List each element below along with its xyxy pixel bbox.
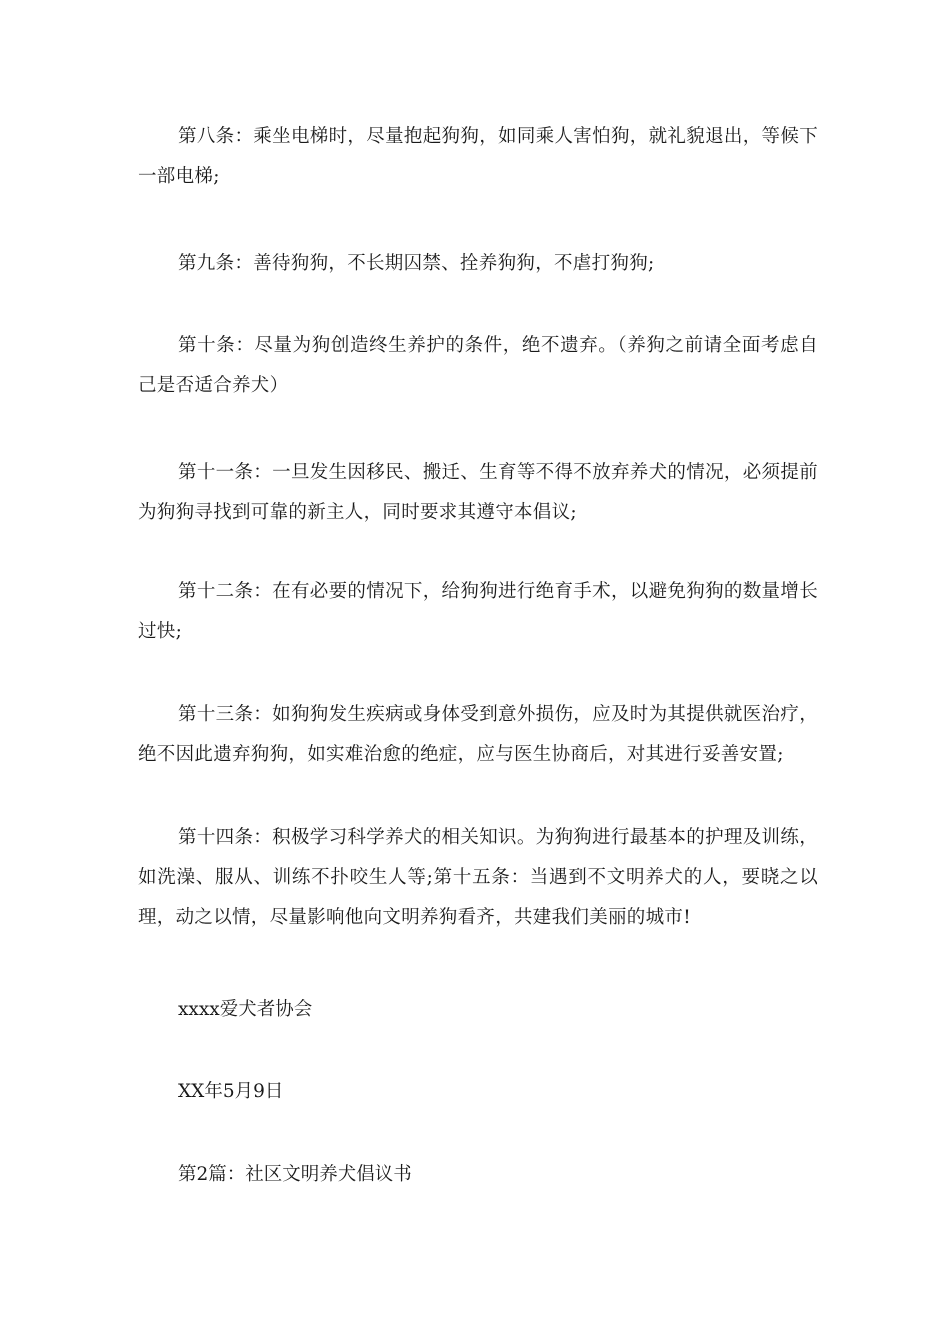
signature-date: XX年5月9日 bbox=[178, 1081, 284, 1102]
article-8-paragraph: 第八条：乘坐电梯时，尽量抱起狗狗，如同乘人害怕狗，就礼貌退出，等候下一部电梯; bbox=[138, 126, 818, 187]
article-12-paragraph: 第十二条：在有必要的情况下，给狗狗进行绝育手术，以避免狗狗的数量增长过快; bbox=[138, 581, 818, 642]
article-10-paragraph: 第十条：尽量为狗创造终生养护的条件，绝不遗弃。（养狗之前请全面考虑自己是否适合养犬） bbox=[138, 335, 818, 396]
next-section-title: 第2篇：社区文明养犬倡议书 bbox=[178, 1164, 412, 1185]
article-13-paragraph: 第十三条：如狗狗发生疾病或身体受到意外损伤，应及时为其提供就医治疗，绝不因此遗弃狗狗，如实难治愈的绝症，应与医生协商后，对其进行妥善安置; bbox=[138, 704, 818, 765]
article-14-15-paragraph: 第十四条：积极学习科学养犬的相关知识。为狗狗进行最基本的护理及训练，如洗澡、服从、训练不扑咬生人等;第十五条：当遇到不文明养犬的人，要晓之以理，动之以情，尽量影响他向文明养狗看齐，共建我们美丽的城市! bbox=[138, 827, 818, 928]
article-11-paragraph: 第十一条：一旦发生因移民、搬迁、生育等不得不放弃养犬的情况，必须提前为狗狗寻找到可靠的新主人，同时要求其遵守本倡议; bbox=[138, 462, 818, 523]
signature-organization: xxxx爱犬者协会 bbox=[178, 999, 313, 1020]
article-9-paragraph: 第九条：善待狗狗，不长期囚禁、拴养狗狗，不虐打狗狗; bbox=[178, 253, 655, 274]
